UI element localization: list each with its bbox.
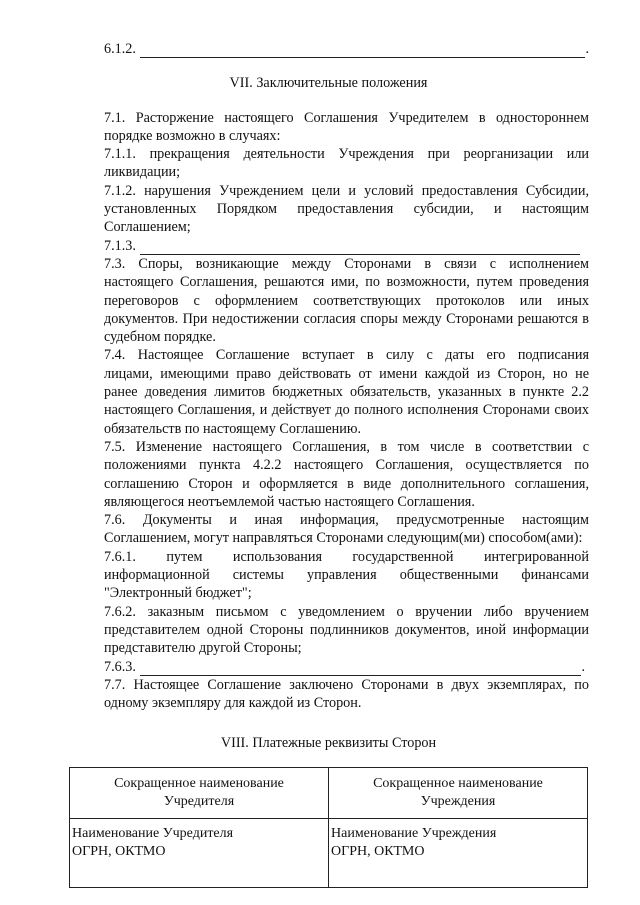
item-number: 6.1.2. (104, 41, 136, 57)
section-7-heading: VII. Заключительные положения (229, 75, 428, 92)
section-8-heading: VIII. Платежные реквизиты Сторон (220, 735, 437, 752)
blank-fill-line (140, 662, 582, 676)
paragraph-7-1-1: 7.1.1. прекращения деятельности Учреждения при реорганизации или ликвидации; (104, 146, 589, 181)
item-7-1-3: 7.1.3. (68, 237, 589, 255)
item-7-6-3: 7.6.3. . (104, 658, 585, 675)
blank-fill-line (140, 241, 580, 255)
paragraph-7-6-1: 7.6.1. путем использования государственной интегрированной информационной системы управления общественными финансами "Электронный бюджет"; (104, 548, 589, 602)
item-end-dot: . (585, 41, 589, 57)
paragraph-7-3: 7.3. Споры, возникающие между Сторонами в связи с исполнением настоящего Соглашения, решаются ими, по возможности, путем проведения переговоров с оформлением соответствующих протоколов или иных документов. При недостижении согласия споры между Сторонами решаются в судебном порядке. (104, 255, 589, 346)
header-cell-institution: Сокращенное наименование Учреждения (329, 767, 588, 818)
cell-institution-details: Наименование Учреждения ОГРН, ОКТМО (329, 818, 588, 887)
header-cell-founder: Сокращенное наименование Учредителя (70, 767, 329, 818)
paragraph-7-1: 7.1. Расторжение настоящего Соглашения Учредителем в одностороннем порядке возможно в случаях: (104, 109, 589, 144)
table-row (70, 818, 588, 887)
document-body (68, 40, 589, 888)
paragraph-7-4: 7.4. Настоящее Соглашение вступает в силу с даты его подписания лицами, имеющими право действовать от имени каждой из Сторон, но не ранее доведения лимитов бюджетных обязательств, указанных в пункте 2.2 настоящего Соглашения, и действует до полного исполнения Сторонами своих обязательств по настоящему Соглашению. (104, 347, 589, 437)
paragraph-7-1-2: 7.1.2. нарушения Учреждением цели и условий предоставления Субсидии, установленных Порядком предоставления субсидии, и настоящим Соглашением; (104, 182, 589, 236)
blank-fill-line (140, 44, 586, 58)
paragraph-7-5: 7.5. Изменение настоящего Соглашения, в том числе в соответствии с положениями пункта 4.2.2 настоящего Соглашения, осуществляется по соглашению Сторон и оформляется в виде дополнительного соглашения, являющегося неотъемлемой частью настоящего Соглашения. (104, 438, 589, 510)
table-header-row (70, 767, 588, 818)
cell-founder-details: Наименование Учредителя ОГРН, ОКТМО (70, 818, 329, 887)
item-6-1-2 (68, 40, 589, 58)
item-end-dot: . (581, 658, 585, 675)
paragraph-7-7: 7.7. Настоящее Соглашение заключено Сторонами в двух экземплярах, по одному экземпляру для каждой из Сторон. (104, 676, 589, 712)
payment-details-table (69, 767, 588, 888)
paragraph-7-6: 7.6. Документы и иная информация, предусмотренные настоящим Соглашением, могут направляться Сторонами следующим(ми) способом(ами): (104, 512, 589, 547)
paragraph-7-6-2: 7.6.2. заказным письмом с уведомлением о вручении либо вручением представителем одной Стороны подлинников документов, иной информации представителю другой Стороны; (104, 603, 589, 657)
